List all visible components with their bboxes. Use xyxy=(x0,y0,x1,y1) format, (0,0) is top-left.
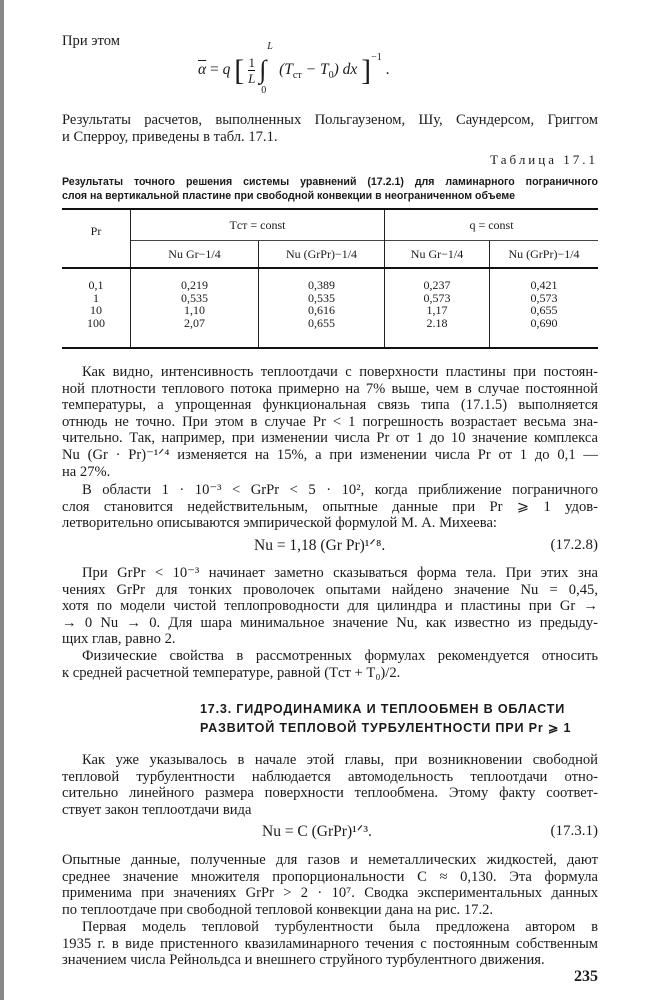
text-line: При GrPr < 10⁻³ начинает заметно сказываться форма тела. При этих зна xyxy=(82,565,598,581)
text-line: температуры, а упрощенная функциональная связь типа (17.1.5) выполняется xyxy=(62,397,598,414)
formula-symbol: $\overline{\alpha}$ xyxy=(198,61,207,78)
text-line: тепловой турбулентности наблюдается автомодельность теплоотдачи отно- xyxy=(62,768,598,785)
table-cell: 0,535 xyxy=(259,292,385,305)
table-label: Таблица 17.1 xyxy=(490,152,598,167)
formula-symbol: − T xyxy=(301,61,329,78)
formula-symbol: (T xyxy=(279,61,293,78)
table-cell: 1,10 xyxy=(131,304,259,317)
paragraph-1 xyxy=(62,364,598,480)
text-line: Nu (Gr · Pr)⁻¹ᐟ⁴ изменяется на 15%, а при изменении числа Pr от 1 до 0,1 — xyxy=(62,446,598,463)
heading-line: 17.3. ГИДРОДИНАМИКА И ТЕПЛООБМЕН В ОБЛАСТИ xyxy=(200,702,566,716)
table-cell: 0,219 xyxy=(131,268,259,292)
subheader: Nu Gr−1/4 xyxy=(385,241,490,269)
table-cell: 0,573 xyxy=(385,292,490,305)
caption-line: слоя на вертикальной пластине при свободной конвекции в неограниченном объеме xyxy=(62,190,516,202)
table-cell: 0,573 xyxy=(490,292,599,305)
text-line: слоя становится недействительным, опытные данные при Pr ⩾ 1 удов- xyxy=(62,498,598,515)
text-line: В области 1 · 10⁻³ < GrPr < 5 · 10², когда приближение пограничного xyxy=(82,482,598,498)
text-line: летворительно описываются эмпирической формулой М. А. Михеева: xyxy=(62,515,497,532)
fraction-denominator: L xyxy=(248,70,256,86)
equation-number: (17.2.8) xyxy=(550,537,598,553)
text-line: ной плотности теплового потока примерно на 7% выше, чем в случае постоянной xyxy=(62,380,598,397)
paragraph-4 xyxy=(62,648,598,681)
text-line: чениях GrPr для тонких проволочек опытами найдено значение Nu = 0,45, xyxy=(62,581,598,598)
table-caption xyxy=(62,175,598,203)
results-table xyxy=(62,208,598,349)
paragraph-6 xyxy=(62,852,598,918)
table-cell: 0,690 xyxy=(490,317,599,349)
integral-lower: 0 xyxy=(261,85,267,97)
text-line: и Сперроу, приведены в табл. 17.1. xyxy=(62,128,278,145)
table-cell: 0,655 xyxy=(490,304,599,317)
equation-number: (17.3.1) xyxy=(550,823,598,839)
integral-sign: ∫ xyxy=(259,55,267,85)
text-line: Физические свойства в рассмотренных формулах рекомендуется относить xyxy=(82,648,598,664)
paragraph-2 xyxy=(62,482,598,532)
text-line: хотя по модели чистой теплопроводности для цилиндра и пластины при Gr → xyxy=(62,598,598,615)
subheader: Nu (GrPr)−1/4 xyxy=(259,241,385,269)
cell-pr: 10 xyxy=(90,303,102,317)
intro-text: При этом xyxy=(62,33,120,49)
cell-pr: 1 xyxy=(93,290,99,305)
table-cell: 2,07 xyxy=(131,317,259,349)
formula-symbol: q xyxy=(222,61,231,78)
text-line: применима при значениях GrPr > 2 · 10⁷. Сводка экспериментальных данных xyxy=(62,885,598,902)
table-cell: 0,655 xyxy=(259,317,385,349)
cell-pr: 100 xyxy=(62,317,131,349)
paragraph-3 xyxy=(62,565,598,648)
text-line: значением числа Рейнольдса и внешнего струйного турбулентного движения. xyxy=(62,952,545,969)
text-line: Результаты расчетов, выполненных Польгаузеном, Шу, Саундерсом, Григгом xyxy=(62,112,598,128)
header-q-const: q = const xyxy=(385,209,599,241)
formula-symbol: 0 xyxy=(328,70,334,82)
table-cell: 0,616 xyxy=(259,304,385,317)
text-line: к средней расчетной температуре, равной (Tст + T₀)/2. xyxy=(62,664,401,681)
caption-line: Результаты точного решения системы уравнений (17.2.1) для ламинарного пограничного xyxy=(62,176,598,188)
table-row xyxy=(62,317,598,349)
table-cell: 0,535 xyxy=(131,292,259,305)
table-cell: 2.18 xyxy=(385,317,490,349)
page-number: 235 xyxy=(574,968,598,985)
text-line: среднее значение множителя пропорциональности C ≈ 0,130. Эта формула xyxy=(62,868,598,885)
text-line: на 27%. xyxy=(62,463,111,480)
header-tst-const: Tст = const xyxy=(131,209,385,241)
formula-symbol: ) dx xyxy=(333,61,358,78)
text-line: Первая модель тепловой турбулентности была предложена автором в xyxy=(82,919,598,935)
formula-mikheev: Nu = 1,18 (Gr Pr)¹ᐟ⁸. xyxy=(254,537,386,554)
text-line: 1935 г. в виде пристенного квазиламинарного течения с постоянным собственным xyxy=(62,935,598,952)
subheader: Nu (GrPr)−1/4 xyxy=(490,241,599,269)
cell-pr: 0,1 xyxy=(88,278,104,292)
text-line: по теплоотдаче при свободной тепловой конвекции дана на рис. 17.2. xyxy=(62,901,494,918)
formula-symbol: . xyxy=(385,61,390,78)
formula-exponent: −1 xyxy=(371,52,382,63)
table-cell: 0,421 xyxy=(490,268,599,292)
table-cell: 0,237 xyxy=(385,268,490,292)
formula-symbol: = xyxy=(210,61,219,78)
text-line: Опытные данные, полученные для газов и неметаллических жидкостей, дают xyxy=(62,852,598,868)
section-heading xyxy=(200,700,571,738)
formula-alpha: $\overline{\alpha} = q$ [ $\frac{1}{L}$ ∫ L 0 $(T_{ст} - T_0)$ dx ]$^{-1}$ . xyxy=(198,41,390,97)
heading-line: РАЗВИТОЙ ТЕПЛОВОЙ ТУРБУЛЕНТНОСТИ ПРИ Pr ⩾ 1 xyxy=(200,721,572,735)
table-row xyxy=(62,268,598,292)
paragraph-7 xyxy=(62,919,598,969)
subheader: Nu Gr−1/4 xyxy=(131,241,259,269)
scan-edge xyxy=(0,0,4,1000)
paragraph-5 xyxy=(62,752,598,818)
table-cell: 1,17 xyxy=(385,304,490,317)
text-line: Как уже указывалось в начале этой главы, при возникновении свободной xyxy=(82,752,598,768)
results-paragraph xyxy=(62,112,598,145)
text-line: ствует закон теплоотдачи вида xyxy=(62,801,252,818)
formula-turbulent: Nu = C (GrPr)¹ᐟ³. xyxy=(262,823,372,840)
header-pr: Pr xyxy=(62,209,131,268)
table-cell: 0,389 xyxy=(259,268,385,292)
text-line: Как видно, интенсивность теплоотдачи с поверхности пластины при постоян- xyxy=(82,364,598,380)
integral-upper: L xyxy=(267,41,273,53)
text-line: щих глав, равно 2. xyxy=(62,631,176,648)
table-row xyxy=(62,304,598,317)
text-line: отнюдь не точно. При этом в случае Pr < 1 погрешность возрастает весьма зна- xyxy=(62,413,598,430)
formula-symbol: ст xyxy=(292,70,302,82)
text-line: → 0 Nu → 0. Для шара минимальное значение Nu, как известно из предыду- xyxy=(62,614,598,631)
text-line: чительно. Так, например, при изменении числа Pr от 1 до 10 значение комплекса xyxy=(62,430,598,447)
text-line: сительно линейного размера поверхности теплообмена. Этому факту соответ- xyxy=(62,785,598,802)
fraction-numerator: 1 xyxy=(248,54,255,70)
